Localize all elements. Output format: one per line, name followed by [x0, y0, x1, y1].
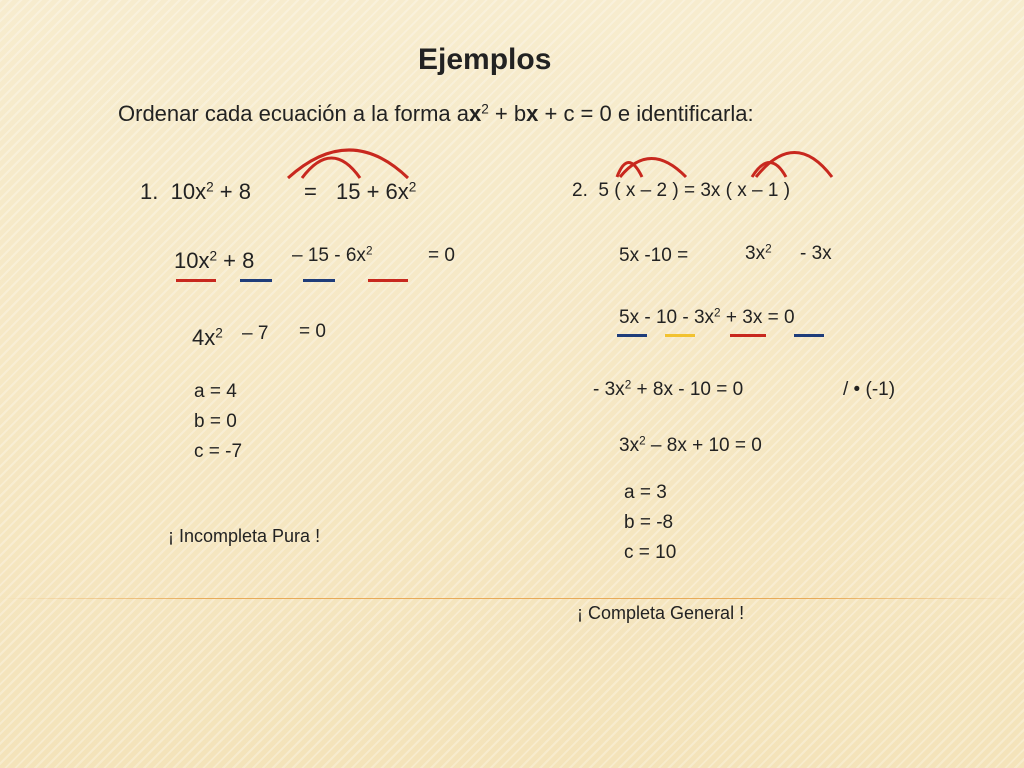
ex1-coefficients: [194, 377, 242, 467]
ex2-coef-b: b = -8: [624, 512, 674, 533]
instruction-x1: x: [468, 101, 482, 126]
ex1-coef-b: b = 0: [194, 411, 237, 432]
ex2-coefficients: [624, 478, 676, 568]
ex2-step1-b: 3x: [745, 243, 766, 264]
ex1-step2-zero: = 0: [299, 321, 326, 342]
ex1-step2-tail: – 7: [242, 323, 269, 344]
ex1-coef-a: a = 4: [194, 381, 237, 402]
ex1-underline-blue-1: [240, 279, 272, 282]
ex1-underline-red-2: [368, 279, 408, 282]
ex2-step4: [619, 436, 762, 455]
instruction-text: [118, 103, 754, 125]
ex2-classification: ¡ Completa General !: [577, 603, 745, 623]
instruction-exp: 2: [481, 101, 489, 117]
ex2-step2-a-tail: + 3x = 0: [720, 307, 795, 328]
ex1-step2: [192, 327, 223, 349]
ex1-rhs: [336, 181, 416, 203]
ex1-lhs: 10x: [170, 179, 207, 204]
ex2-step1-left: 5x -10 =: [619, 245, 689, 266]
instruction-x2: x: [526, 101, 539, 126]
ex1-lhs-tail: + 8: [213, 179, 251, 204]
ex2-underline-blue-1: [617, 334, 647, 337]
ex2-step1-right: - 3x: [800, 243, 832, 264]
ex1-coef-c: c = -7: [194, 441, 243, 462]
ex1-step2-a: 4x: [192, 325, 216, 350]
ex2-step4-a-tail: – 8x + 10 = 0: [645, 435, 762, 456]
instruction-mid: + b: [488, 101, 527, 126]
ex1-step1-b-exp: 2: [365, 244, 373, 258]
divider-line: [0, 598, 1024, 599]
ex1-step1-a-tail: + 8: [217, 248, 255, 273]
ex2-step3-a: - 3x: [593, 379, 625, 400]
ex1-equals: =: [304, 179, 317, 204]
ex2-step3-multiply: / • (-1): [843, 379, 896, 400]
ex1-lhs-exp: 2: [206, 179, 214, 195]
ex2-step3-a-exp: 2: [624, 378, 632, 392]
ex1-underline-blue-2: [303, 279, 335, 282]
arc-ex1-inner: [302, 158, 360, 178]
ex1-step1-zero: = 0: [428, 245, 455, 266]
ex2-step1-mid: [745, 244, 772, 263]
instruction-tail: + c = 0 e identificarla:: [538, 101, 754, 126]
ex1-classification: ¡ Incompleta Pura !: [168, 526, 321, 546]
arc-ex2-b: [620, 159, 686, 178]
ex2-underline-red: [730, 334, 766, 337]
ex1-equation: [140, 181, 251, 203]
ex2-underline-yellow: [665, 334, 695, 337]
ex2-equation: [572, 181, 790, 200]
ex1-step1-left: [174, 250, 254, 272]
arc-ex2-c: [752, 163, 786, 178]
ex1-underline-red-1: [176, 279, 216, 282]
ex2-step2: [619, 308, 795, 327]
ex2-coef-a: a = 3: [624, 482, 667, 503]
ex2-step4-a-exp: 2: [639, 434, 646, 448]
arc-ex2-d: [756, 153, 832, 178]
ex1-step1-b: – 15 - 6x: [292, 245, 366, 266]
ex1-step1-a-exp: 2: [209, 248, 218, 264]
ex1-step2-a-exp: 2: [215, 325, 223, 341]
arc-ex1-outer: [288, 150, 408, 178]
ex2-step3-a-tail: + 8x - 10 = 0: [631, 379, 744, 400]
ex2-step3: [593, 380, 743, 399]
ex1-step1-a: 10x: [174, 248, 210, 273]
ex2-step2-a: 5x - 10 - 3x: [619, 307, 715, 328]
instruction-lead: Ordenar cada ecuación a la forma a: [118, 101, 469, 126]
ex2-equation-text: 5 ( x – 2 ) = 3x ( x – 1 ): [598, 180, 791, 201]
ex1-step1-moved: [292, 246, 372, 265]
ex1-rhs-exp: 2: [408, 179, 417, 195]
ex2-step2-a-exp: 2: [714, 306, 721, 320]
ex2-step1-b-exp: 2: [765, 242, 772, 256]
ex2-underline-blue-2: [794, 334, 824, 337]
ex2-coef-c: c = 10: [624, 542, 677, 563]
ex1-number: 1.: [140, 179, 159, 204]
ex1-rhs-text: 15 + 6x: [336, 179, 409, 204]
ex2-number: 2.: [572, 180, 588, 201]
page-title: Ejemplos: [418, 43, 552, 76]
ex2-step4-a: 3x: [619, 435, 640, 456]
arc-ex2-a: [617, 163, 642, 178]
